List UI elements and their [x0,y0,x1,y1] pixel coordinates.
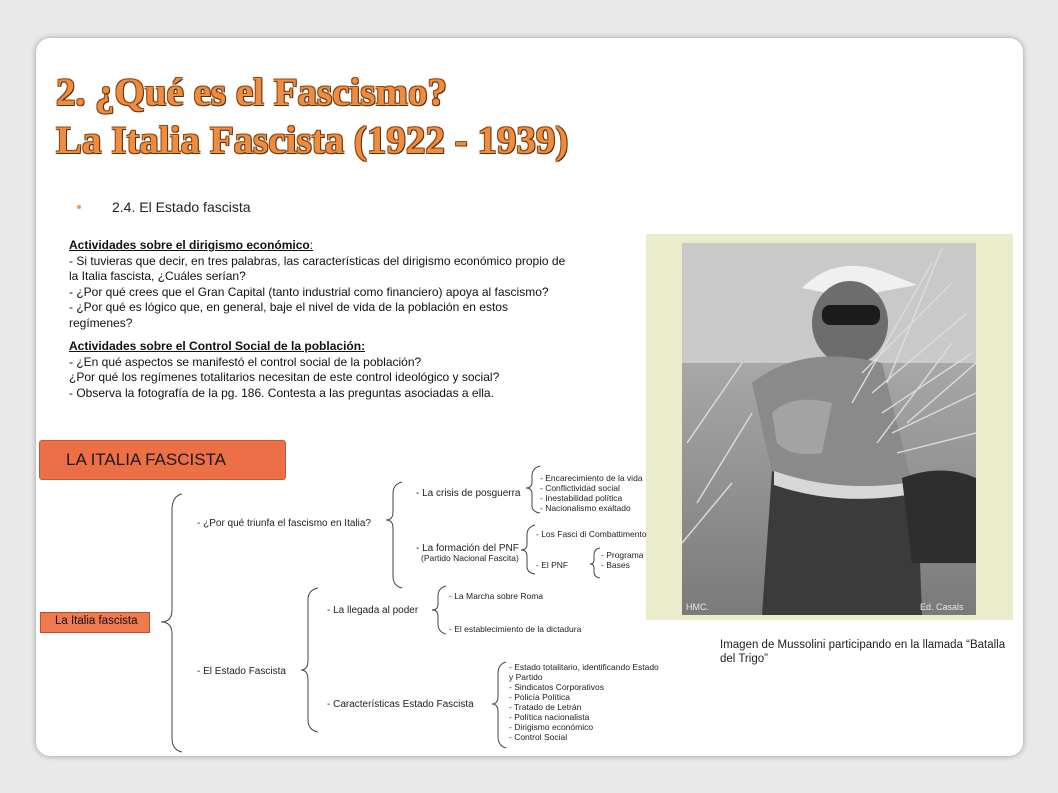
node-pnf-subtitle: (Partido Nacional Fascita) [421,553,519,563]
control-line-3: - Observa la fotografía de la pg. 186. Contesta a las preguntas asociadas a ella. [69,385,494,400]
features-item-5: - Tratado de Letrán [509,702,582,712]
title-line-1: 2. ¿Qué es el Fascismo? [56,71,448,114]
root-node-label: La Italia fascista [55,615,138,627]
features-item-2: y Partido [509,672,543,682]
economy-line-3: - ¿Por qué es lógico que, en general, baje el nivel de vida de la población en estos regímenes? [69,300,508,330]
features-item-3: - Sindicatos Corporativos [509,682,604,692]
economy-line-1: - Si tuvieras que decir, en tres palabras, las características del dirigismo económico propio de la Italia fascista, ¿Cuáles serían? [69,253,566,283]
economy-line-2: - ¿Por qué crees que el Gran Capital (tanto industrial como financiero) apoya al fascismo? [69,284,549,299]
photo-credit-right: Ed. Casals [920,602,964,612]
economy-heading: Actividades sobre el dirigismo económico [69,238,310,252]
node-el-pnf: - El PNF [536,560,569,570]
brace-arrival [432,586,446,634]
crisis-item-1: - Encarecimiento de la vida [540,473,643,483]
features-item-8: - Control Social [509,732,568,742]
brace-features [492,662,506,748]
node-fasci: - Los Fasci di Combattimento [536,529,647,539]
title-line-2: La Italia Fascista (1922 - 1939) [56,119,569,162]
branch-why: - ¿Por qué triunfa el fascismo en Italia? [197,518,371,529]
brace-pnf [521,525,535,574]
node-crisis: - La crisis de posguerra [416,488,521,499]
pnf-item-1: - Programa [601,550,644,560]
economy-colon: : [309,238,314,252]
control-heading: Actividades sobre el Control Social de la población: [69,339,366,353]
crisis-item-3: - Inestabilidad política [540,493,623,503]
features-item-6: - Política nacionalista [509,712,590,722]
node-features: - Características Estado Fascista [327,699,474,710]
diagram-banner-label: LA ITALIA FASCISTA [66,450,226,469]
subtitle: 2.4. El Estado fascista [112,199,251,215]
features-item-4: - Policía Política [509,692,570,702]
node-dictatorship: - El establecimiento de la dictadura [449,624,582,634]
node-pnf-formation: - La formación del PNF [416,543,519,554]
node-march: - La Marcha sobre Roma [449,591,544,601]
brace-root [161,494,182,752]
control-line-1: - ¿En qué aspectos se manifestó el control social de la población? [69,354,422,369]
crisis-item-4: - Nacionalismo exaltado [540,503,631,513]
crisis-item-2: - Conflictividad social [540,483,620,493]
photo-caption: Imagen de Mussolini participando en la llamada “Batalla del Trigo” [720,639,1006,665]
brace-crisis [526,466,540,513]
pnf-item-2: - Bases [601,560,630,570]
control-line-2: ¿Por qué los regímenes totalitarios necesitan de este control ideológico y social? [69,370,500,384]
brace-why [386,482,402,588]
photo-credit-left: HMC. [686,602,709,612]
brace-state [301,588,318,732]
features-item-7: - Dirigismo económico [509,722,594,732]
node-arrival: - La llegada al poder [327,605,419,616]
branch-state: - El Estado Fascista [197,666,286,677]
features-item-1: - Estado totalitario, identificando Estado [509,662,659,672]
brace-el-pnf [590,548,600,578]
